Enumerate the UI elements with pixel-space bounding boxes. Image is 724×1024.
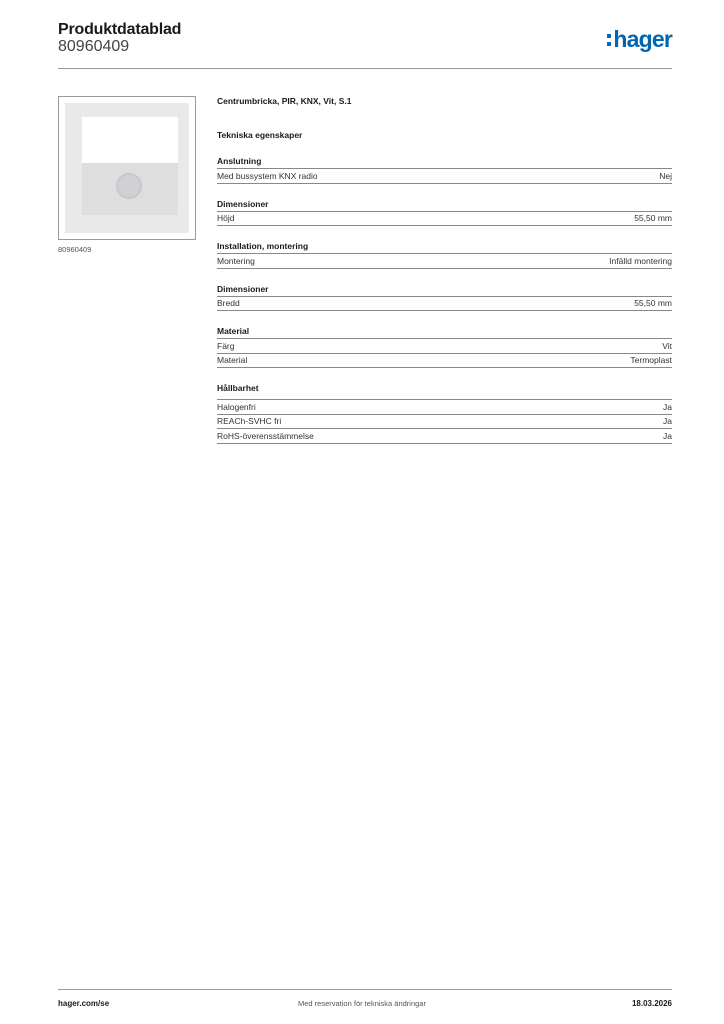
property-value: Infälld montering	[609, 255, 672, 266]
footer-divider	[58, 989, 672, 990]
footer-disclaimer: Med reservation för tekniska ändringar	[298, 999, 426, 1008]
property-label: Höjd	[217, 213, 235, 223]
group-heading: Hållbarhet	[217, 383, 672, 400]
property-value: Nej	[659, 170, 672, 181]
group-anslutning	[217, 156, 672, 184]
logo-dots-icon	[607, 34, 611, 46]
plate-frame	[65, 103, 189, 233]
hager-logo	[607, 26, 672, 53]
property-label: RoHS-överensstämmelse	[217, 430, 314, 441]
group-dimensioner-hojd	[217, 199, 672, 227]
header-divider	[58, 68, 672, 69]
property-value: Termoplast	[630, 355, 672, 365]
group-heading: Dimensioner	[217, 199, 672, 212]
product-image	[58, 96, 196, 240]
property-label: Material	[217, 355, 248, 365]
section-heading: Tekniska egenskaper	[217, 130, 303, 140]
property-value: 55,50 mm	[634, 213, 672, 223]
property-label: Färg	[217, 340, 235, 351]
property-value: Ja	[663, 416, 672, 426]
property-row	[217, 212, 672, 227]
group-hallbarhet	[217, 383, 672, 444]
property-row	[217, 429, 672, 444]
product-details	[217, 96, 672, 444]
property-row	[217, 297, 672, 312]
group-heading: Anslutning	[217, 156, 672, 169]
group-installation	[217, 241, 672, 269]
product-name: Centrumbricka, PIR, KNX, Vit, S.1	[217, 96, 352, 106]
group-dimensioner-bredd	[217, 284, 672, 312]
plate-window	[82, 117, 178, 163]
property-value: Ja	[663, 401, 672, 412]
property-row	[217, 169, 672, 184]
property-row	[217, 339, 672, 354]
logo-text: hager	[613, 26, 672, 52]
image-caption: 80960409	[58, 245, 92, 254]
property-value: 55,50 mm	[634, 298, 672, 308]
property-row	[217, 354, 672, 369]
group-heading: Installation, montering	[217, 241, 672, 254]
page-title: Produktdatablad	[58, 21, 182, 38]
property-value: Ja	[663, 430, 672, 441]
property-value: Vit	[662, 340, 672, 351]
property-label: REACh-SVHC fri	[217, 416, 282, 426]
property-row	[217, 254, 672, 269]
property-label: Med bussystem KNX radio	[217, 170, 318, 181]
property-label: Montering	[217, 255, 255, 266]
property-label: Halogenfri	[217, 401, 256, 412]
property-label: Bredd	[217, 298, 240, 308]
property-row	[217, 415, 672, 430]
group-material	[217, 326, 672, 368]
footer-website-link[interactable]: hager.com/se	[58, 999, 110, 1008]
product-number: 80960409	[58, 38, 130, 55]
footer-date: 18.03.2026	[631, 999, 672, 1008]
group-heading: Material	[217, 326, 672, 339]
property-row	[217, 400, 672, 415]
pir-lens-icon	[116, 173, 142, 199]
group-heading: Dimensioner	[217, 284, 672, 297]
